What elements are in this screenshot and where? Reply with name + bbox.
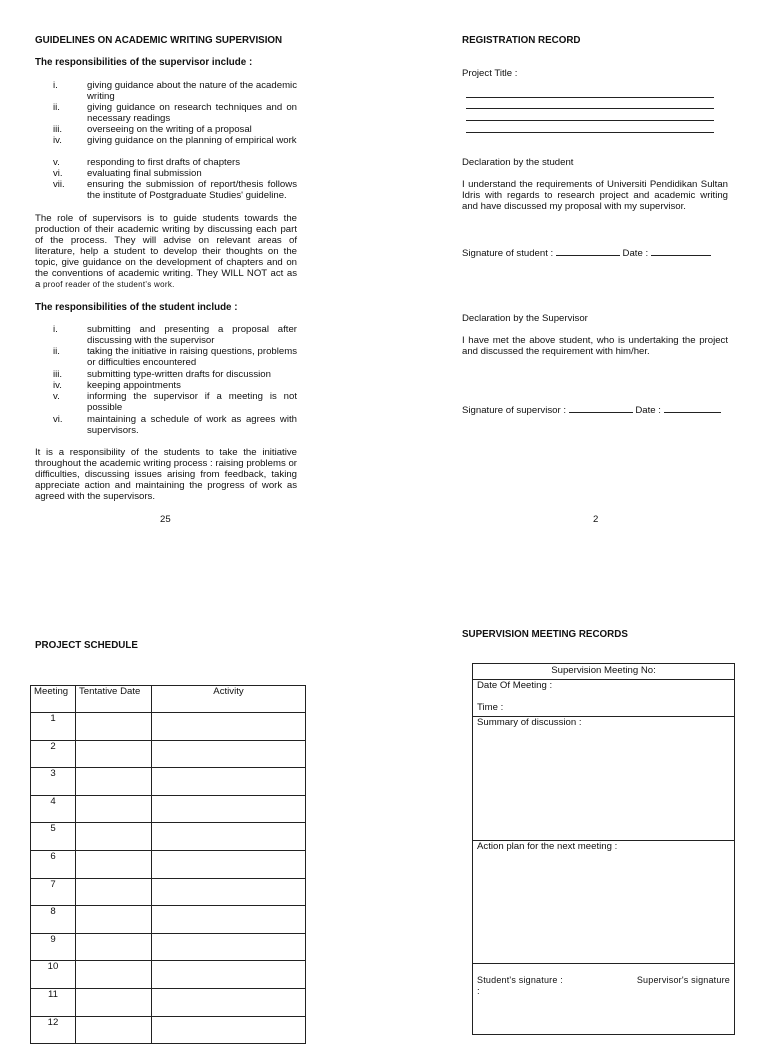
list-item: submitting and presenting a proposal after discussing with the supervisor (87, 324, 297, 346)
supervisor-declaration-heading: Declaration by the Supervisor (462, 313, 588, 324)
meeting-number: 10 (31, 961, 76, 989)
tentative-date-cell[interactable] (76, 933, 152, 961)
tentative-date-cell[interactable] (76, 906, 152, 934)
list-number: iii. (53, 124, 63, 135)
list-item: evaluating final submission (87, 168, 202, 179)
closing-paragraph: It is a responsibility of the students to take the initiative throughout the academic writing process : raising problems or difficulties, discussing issues arising from feedback, taking appreciate action and maintaining the progress of work as agreed with the supervisors. (35, 447, 297, 502)
tentative-date-cell[interactable] (76, 850, 152, 878)
student-signature-label: Student's signature : (477, 975, 563, 985)
project-title-label: Project Title : (462, 68, 518, 79)
project-schedule-heading: PROJECT SCHEDULE (35, 640, 138, 651)
meeting-number: 12 (31, 1016, 76, 1044)
table-row (31, 713, 306, 741)
signature-section[interactable] (473, 963, 734, 1034)
list-number: vi. (53, 168, 63, 179)
meeting-number: 7 (31, 878, 76, 906)
supervisor-signature-label: Signature of supervisor : (462, 405, 566, 416)
project-title-line[interactable] (466, 132, 714, 133)
list-number: iii. (53, 369, 63, 380)
list-item: taking the initiative in raising questions, problems or difficulties encountered (87, 346, 297, 368)
signature-colon: : (477, 986, 480, 997)
list-item: giving guidance on research techniques and on necessary readings (87, 102, 297, 124)
tentative-date-cell[interactable] (76, 1016, 152, 1044)
table-row (31, 933, 306, 961)
date-of-meeting-label: Date Of Meeting : (477, 680, 553, 691)
supervisor-signature-label: Supervisor's signature (636, 975, 730, 985)
page-number-right: 2 (593, 514, 599, 525)
list-number: iv. (53, 380, 62, 391)
project-title-line[interactable] (466, 108, 714, 109)
activity-cell[interactable] (152, 961, 306, 989)
column-header-meeting: Meeting (31, 686, 76, 713)
time-label: Time : (477, 702, 504, 713)
student-declaration-heading: Declaration by the student (462, 157, 574, 168)
list-item: keeping appointments (87, 380, 181, 391)
column-header-tentative-date: Tentative Date (76, 686, 152, 713)
supervisor-responsibilities-subheading: The responsibilities of the supervisor include : (35, 57, 253, 68)
table-row (31, 850, 306, 878)
role-paragraph-text: The role of supervisors is to guide students towards the production of their academic writing by discussing each part of the process. They will advise on relevant areas of literature, help a student to develop their thoughts on the topic, give guidance on the development of chapters and on the conventions of academic writing. They WILL NOT act as a (35, 213, 297, 290)
student-responsibilities-subheading: The responsibilities of the student include : (35, 302, 238, 313)
tentative-date-cell[interactable] (76, 823, 152, 851)
list-number: ii. (53, 102, 60, 113)
table-row (31, 961, 306, 989)
activity-cell[interactable] (152, 740, 306, 768)
supervisor-date-field[interactable] (664, 403, 721, 413)
action-plan-label: Action plan for the next meeting : (477, 841, 618, 852)
list-number: vi. (53, 414, 63, 425)
list-number: v. (53, 157, 60, 168)
column-header-activity: Activity (152, 686, 306, 713)
activity-cell[interactable] (152, 768, 306, 796)
table-row (31, 906, 306, 934)
date-time-section[interactable] (473, 679, 734, 717)
action-plan-section[interactable] (473, 840, 734, 964)
activity-cell[interactable] (152, 933, 306, 961)
table-header-row (31, 686, 306, 713)
role-paragraph-end: proof reader of the student's work. (43, 280, 175, 289)
tentative-date-cell[interactable] (76, 740, 152, 768)
list-item: responding to first drafts of chapters (87, 157, 241, 168)
list-item: giving guidance about the nature of the academic writing (87, 80, 297, 102)
list-item: maintaining a schedule of work as agrees with supervisors. (87, 414, 297, 436)
activity-cell[interactable] (152, 823, 306, 851)
registration-heading: REGISTRATION RECORD (462, 35, 581, 46)
meeting-number: 4 (31, 795, 76, 823)
table-row (31, 740, 306, 768)
project-schedule-table (30, 685, 306, 1044)
activity-cell[interactable] (152, 906, 306, 934)
activity-cell[interactable] (152, 850, 306, 878)
table-row (31, 878, 306, 906)
list-item: ensuring the submission of report/thesis follows the institute of Postgraduate Studies' guideline. (87, 179, 297, 201)
list-item: giving guidance on the planning of empirical work (87, 135, 297, 146)
project-title-line[interactable] (466, 97, 714, 98)
tentative-date-cell[interactable] (76, 988, 152, 1016)
meeting-records-heading: SUPERVISION MEETING RECORDS (462, 629, 628, 640)
meeting-number: 3 (31, 768, 76, 796)
student-date-field[interactable] (651, 246, 711, 256)
meeting-number: 6 (31, 850, 76, 878)
table-row (31, 795, 306, 823)
summary-label: Summary of discussion : (477, 717, 582, 728)
list-item: informing the supervisor if a meeting is not possible (87, 391, 297, 413)
table-row (31, 988, 306, 1016)
page-number-left: 25 (160, 514, 171, 525)
table-row (31, 823, 306, 851)
list-number: iv. (53, 135, 62, 146)
activity-cell[interactable] (152, 713, 306, 741)
list-number: v. (53, 391, 60, 402)
project-title-line[interactable] (466, 120, 714, 121)
tentative-date-cell[interactable] (76, 795, 152, 823)
supervisor-signature-field[interactable] (569, 403, 633, 413)
role-paragraph (35, 213, 297, 290)
tentative-date-cell[interactable] (76, 878, 152, 906)
meeting-record-form (472, 663, 735, 1035)
list-number: i. (53, 324, 58, 335)
student-signature-field[interactable] (556, 246, 620, 256)
meeting-number: 5 (31, 823, 76, 851)
table-row (31, 768, 306, 796)
supervisor-date-label: Date : (635, 405, 661, 416)
student-declaration-text: I understand the requirements of Universiti Pendidikan Sultan Idris with regards to research project and academic writing and have discussed my proposal with my supervisor. (462, 179, 728, 212)
student-signature-row (462, 246, 711, 259)
student-signature-label: Signature of student : (462, 248, 554, 259)
meeting-number: 2 (31, 740, 76, 768)
supervisor-signature-row (462, 403, 721, 416)
tentative-date-cell[interactable] (76, 768, 152, 796)
supervisor-declaration-text: I have met the above student, who is undertaking the project and discussed the requirement with him/her. (462, 335, 728, 357)
list-number: i. (53, 80, 58, 91)
list-number: ii. (53, 346, 60, 357)
meeting-number: 1 (31, 713, 76, 741)
list-number: vii. (53, 179, 65, 190)
meeting-number: 9 (31, 933, 76, 961)
activity-cell[interactable] (152, 1016, 306, 1044)
list-item: overseeing on the writing of a proposal (87, 124, 252, 135)
meeting-number: 11 (31, 988, 76, 1016)
table-row (31, 1016, 306, 1044)
meeting-number: 8 (31, 906, 76, 934)
activity-cell[interactable] (152, 878, 306, 906)
guidelines-heading: GUIDELINES ON ACADEMIC WRITING SUPERVISION (35, 35, 283, 46)
list-item: submitting type-written drafts for discussion (87, 369, 271, 380)
tentative-date-cell[interactable] (76, 713, 152, 741)
activity-cell[interactable] (152, 988, 306, 1016)
activity-cell[interactable] (152, 795, 306, 823)
tentative-date-cell[interactable] (76, 961, 152, 989)
meeting-number-label: Supervision Meeting No: (551, 665, 656, 676)
student-date-label: Date : (622, 248, 649, 259)
summary-section[interactable] (473, 716, 734, 841)
